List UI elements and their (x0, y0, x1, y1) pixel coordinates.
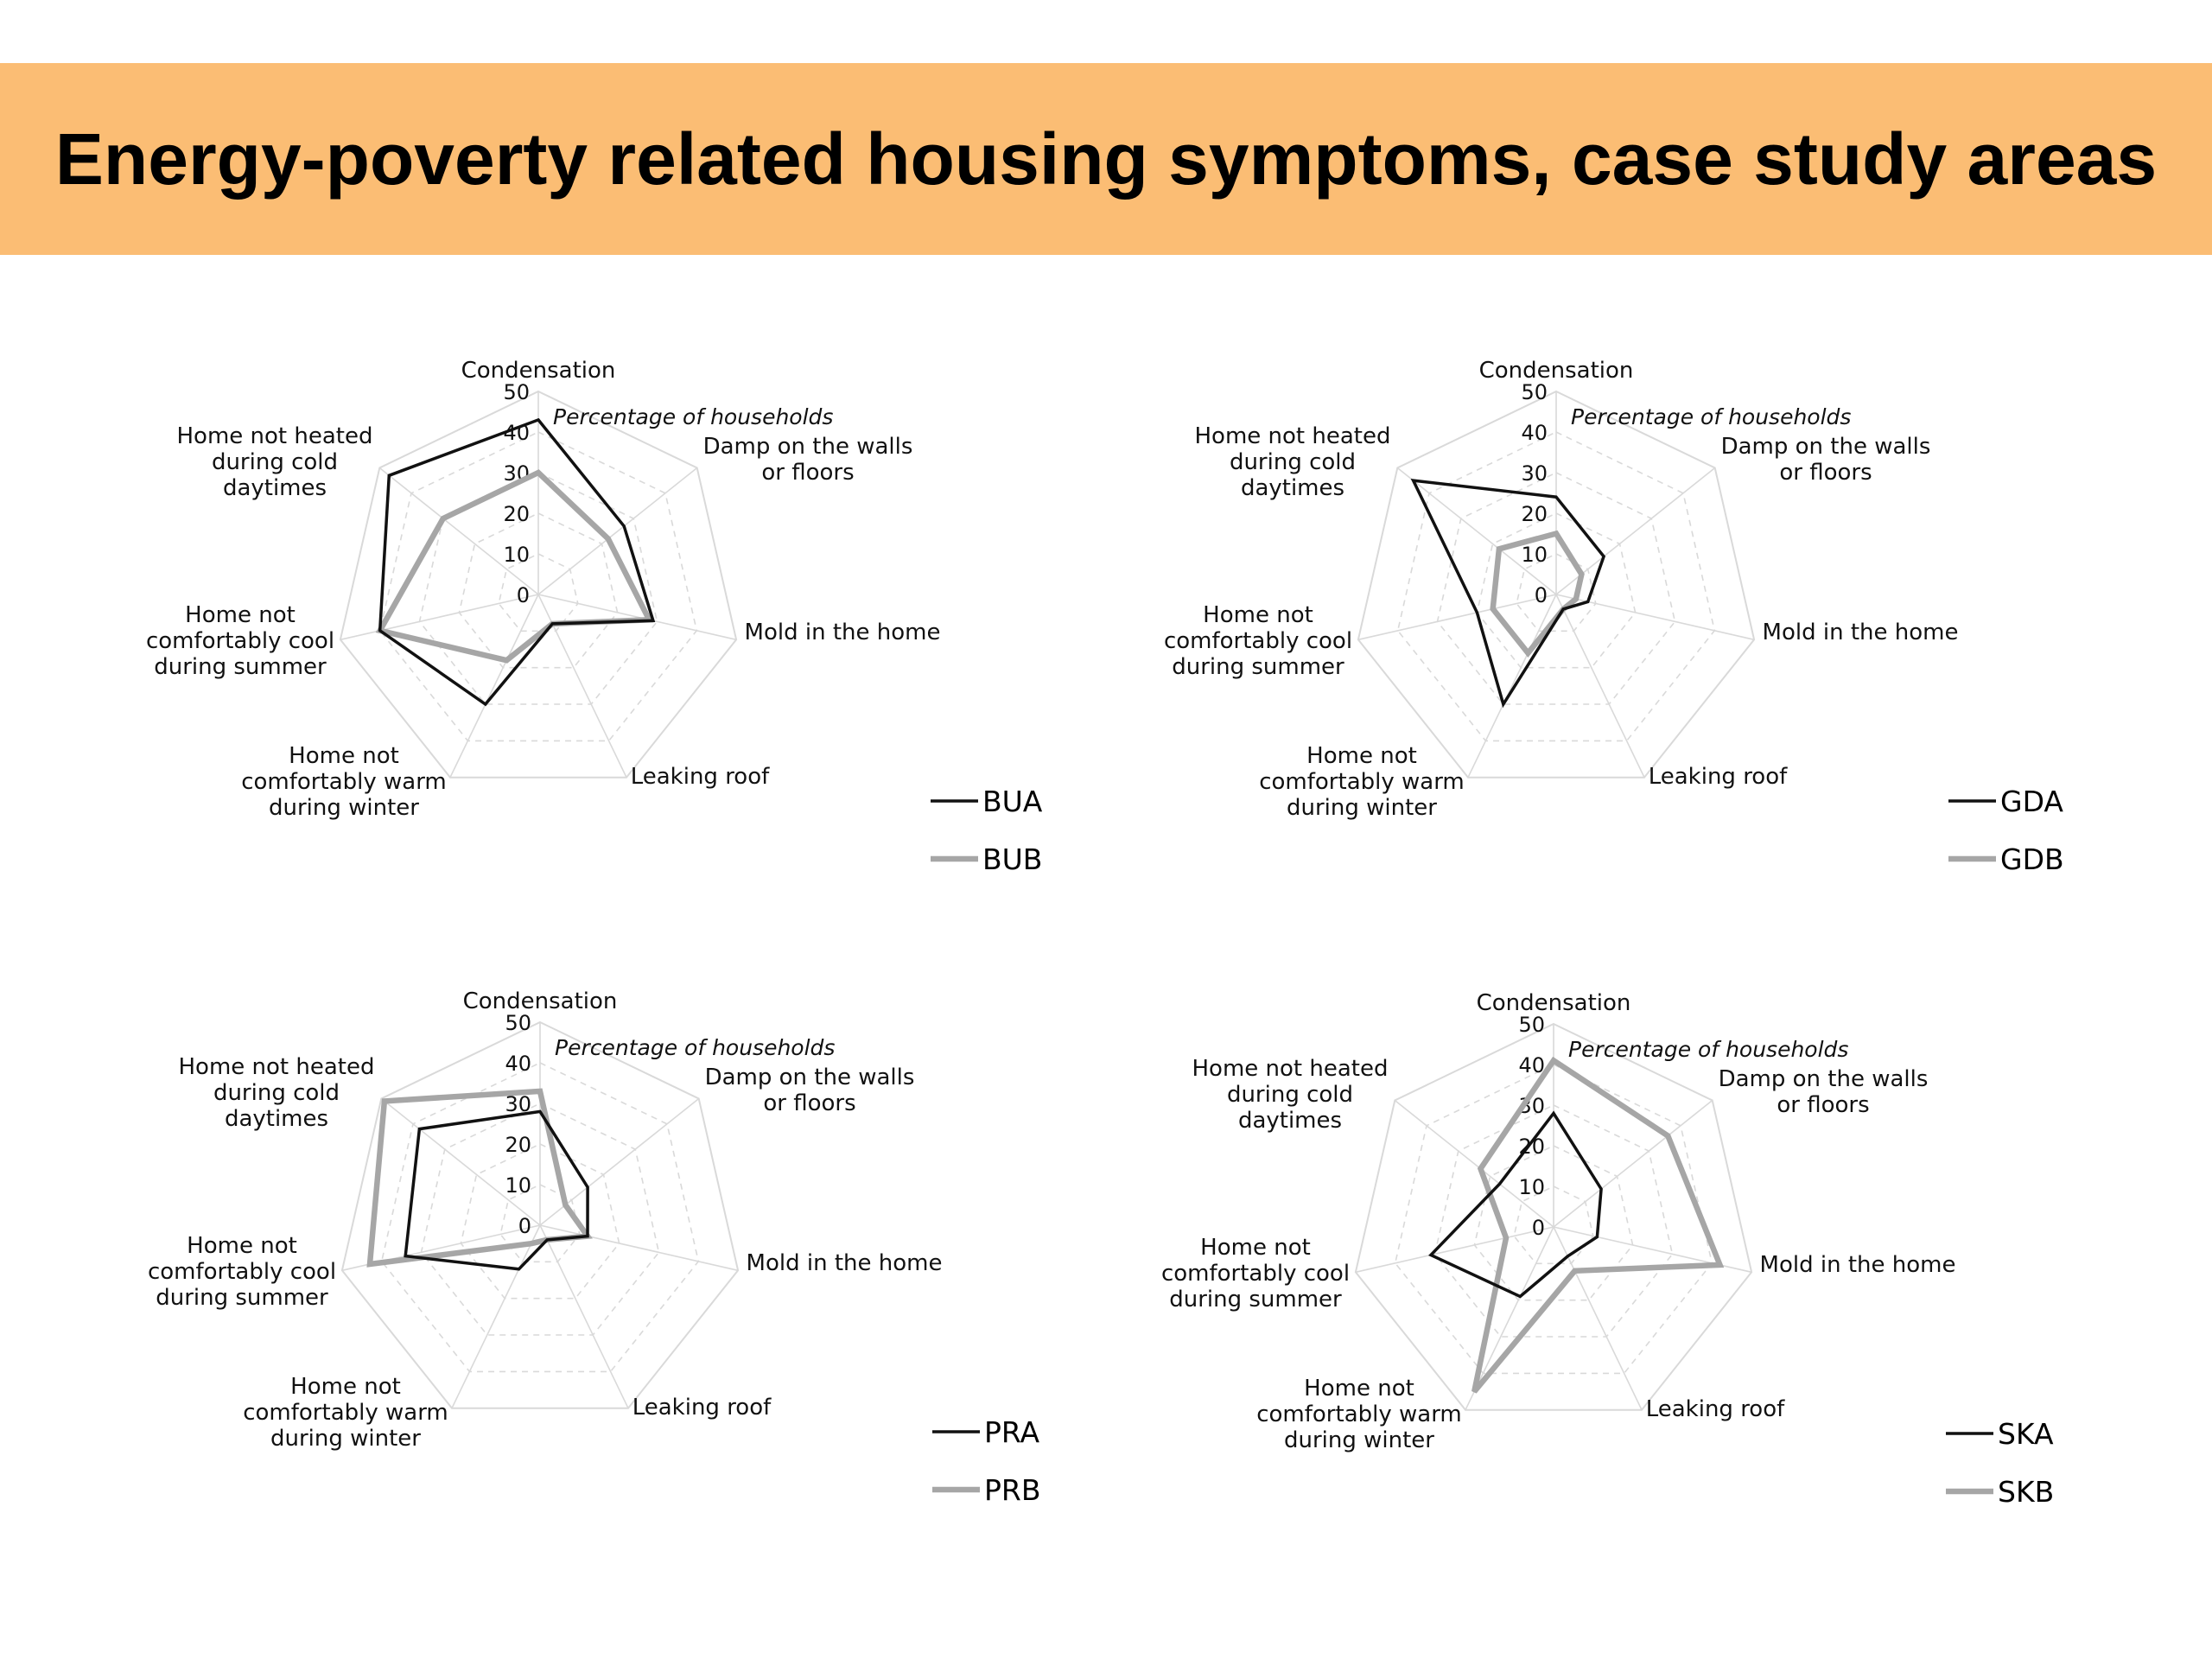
axis-label: Home not comfortably warm during winter (241, 743, 447, 821)
legend-label-pra: PRA (984, 1415, 1040, 1449)
legend-label-bua: BUA (982, 785, 1043, 818)
axis-label: Mold in the home (746, 1250, 943, 1276)
page-title: Energy-poverty related housing symptoms, case study areas (54, 118, 2158, 200)
legend-label-prb: PRB (984, 1473, 1041, 1507)
grid-spoke (1554, 1227, 1642, 1410)
unit-label: Percentage of households (1568, 1037, 1849, 1062)
unit-label: Percentage of households (553, 404, 834, 429)
tick-label: 0 (1531, 1216, 1545, 1240)
tick-label: 0 (518, 1214, 531, 1238)
grid-spoke (1554, 1101, 1713, 1228)
axis-label: Condensation (1478, 358, 1634, 384)
axis-label: Home not comfortably cool during summer (1160, 1235, 1351, 1313)
axis-label: Leaking roof (632, 1395, 772, 1421)
axis-label: Mold in the home (1759, 1252, 1956, 1278)
axis-label: Damp on the walls or floors (704, 1065, 915, 1116)
tick-label: 20 (503, 502, 530, 526)
axis-label: Leaking roof (1645, 1396, 1785, 1422)
grid-spoke (450, 594, 538, 778)
grid-spoke (540, 1225, 738, 1270)
axis-label: Home not heated during cold daytimes (176, 423, 373, 501)
tick-label: 20 (505, 1133, 531, 1157)
axis-label: Home not heated during cold daytimes (1192, 1056, 1389, 1134)
axis-label: Condensation (462, 988, 618, 1014)
tick-label: 40 (505, 1052, 531, 1076)
tick-label: 30 (1521, 461, 1548, 486)
tick-label: 20 (1518, 1135, 1545, 1159)
axis-label: Damp on the walls or floors (1718, 1066, 1929, 1118)
legend-label-gdb: GDB (2000, 842, 2064, 876)
axis-label: Home not comfortably cool during summer (147, 1233, 337, 1311)
tick-label: 50 (1518, 1013, 1545, 1037)
tick-label: 10 (1518, 1175, 1545, 1199)
axis-label: Mold in the home (744, 620, 941, 645)
axis-label: Home not heated during cold daytimes (178, 1054, 375, 1132)
unit-label: Percentage of households (1571, 404, 1852, 429)
radar-chart-gd (1018, 285, 2124, 916)
radar-svg (1015, 918, 2121, 1548)
axis-label: Leaking roof (630, 764, 770, 790)
tick-label: 30 (505, 1092, 531, 1116)
grid-spoke (1358, 594, 1556, 639)
axis-label: Mold in the home (1762, 620, 1959, 645)
tick-label: 0 (1534, 583, 1548, 607)
tick-label: 50 (505, 1011, 531, 1035)
grid-spoke (540, 1225, 628, 1408)
legend-label-ska: SKA (1998, 1417, 2054, 1451)
grid-spoke (381, 1099, 540, 1226)
axis-label: Condensation (1476, 990, 1631, 1016)
axis-label: Damp on the walls or floors (1720, 434, 1931, 486)
radar-chart-pr (2, 916, 1108, 1547)
radar-svg (1018, 285, 2124, 916)
unit-label: Percentage of households (555, 1035, 836, 1060)
axis-label: Condensation (461, 358, 616, 384)
tick-label: 10 (1521, 543, 1548, 567)
grid-spoke (538, 468, 697, 595)
radar-svg (0, 285, 1106, 916)
title-banner (0, 63, 2212, 255)
radar-chart-bu (0, 285, 1106, 916)
grid-spoke (1556, 594, 1644, 778)
axis-label: Leaking roof (1648, 764, 1788, 790)
legend-label-skb: SKB (1998, 1475, 2055, 1509)
grid-spoke (340, 594, 538, 639)
tick-label: 10 (503, 543, 530, 567)
legend-label-gda: GDA (2000, 785, 2063, 818)
tick-label: 50 (1521, 380, 1548, 404)
tick-label: 30 (1518, 1094, 1545, 1118)
axis-label: Home not comfortably cool during summer (145, 602, 335, 680)
axis-label: Home not comfortably warm during winter (1256, 1376, 1462, 1453)
tick-label: 40 (1521, 421, 1548, 445)
tick-label: 40 (1518, 1053, 1545, 1077)
radar-chart-sk (1015, 918, 2121, 1548)
grid-spoke (1395, 1101, 1554, 1228)
tick-label: 30 (503, 461, 530, 486)
radar-svg (2, 916, 1108, 1547)
axis-label: Damp on the walls or floors (702, 434, 913, 486)
legend-label-bub: BUB (982, 842, 1043, 876)
tick-label: 40 (503, 421, 530, 445)
axis-label: Home not comfortably warm during winter (243, 1374, 448, 1452)
axis-label: Home not heated during cold daytimes (1194, 423, 1391, 501)
tick-label: 0 (516, 583, 530, 607)
tick-label: 10 (505, 1173, 531, 1198)
tick-label: 20 (1521, 502, 1548, 526)
axis-label: Home not comfortably cool during summer (1163, 602, 1353, 680)
axis-label: Home not comfortably warm during winter (1259, 743, 1465, 821)
tick-label: 50 (503, 380, 530, 404)
